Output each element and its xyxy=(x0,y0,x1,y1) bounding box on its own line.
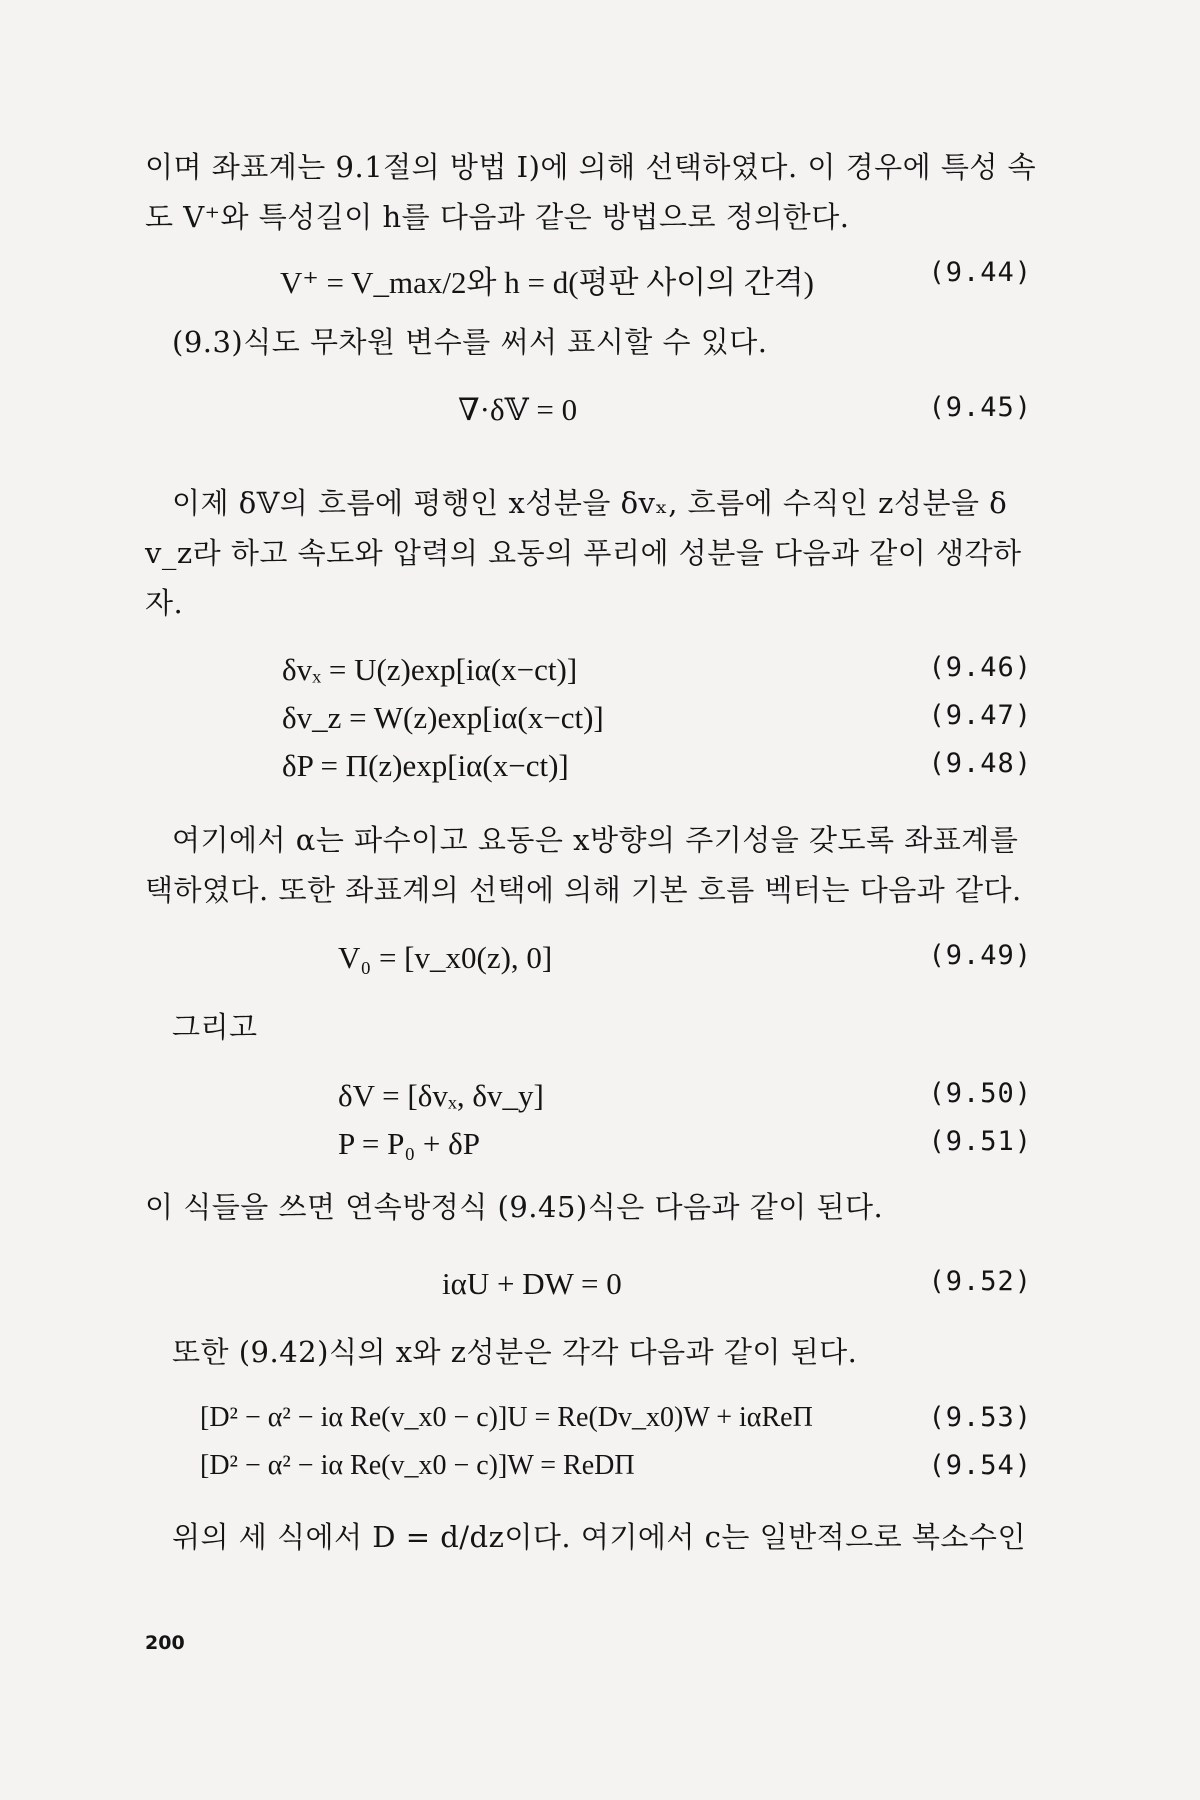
equation-number: (9.53) xyxy=(928,1402,1032,1433)
equation-number: (9.48) xyxy=(928,748,1032,779)
equation-expression: V₀ = [v_x0(z), 0] xyxy=(338,940,553,975)
equation-9-50 xyxy=(0,1078,1200,1122)
equation-9-51 xyxy=(0,1126,1200,1170)
paragraph-7: 또한 (9.42)식의 x와 z성분은 각각 다음과 같이 된다. xyxy=(172,1335,858,1369)
paragraph-6: 이 식들을 쓰면 연속방정식 (9.45)식은 다음과 같이 된다. xyxy=(145,1190,884,1224)
equation-number: (9.47) xyxy=(928,700,1032,731)
equation-9-44 xyxy=(0,257,1200,301)
equation-expression: δV = [δvₓ, δv_y] xyxy=(338,1078,544,1113)
equation-9-48 xyxy=(0,748,1200,792)
equation-expression: δP = Π(z)exp[iα(x−ct)] xyxy=(282,748,569,783)
equation-9-49 xyxy=(0,940,1200,984)
equation-9-47 xyxy=(0,700,1200,744)
equation-9-45 xyxy=(0,392,1200,436)
paragraph-1: 이며 좌표계는 9.1절의 방법 Ⅰ)에 의해 선택하였다. 이 경우에 특성 속도 V⁺와 특성길이 h를 다음과 같은 방법으로 정의한다. xyxy=(145,150,1037,234)
equation-number: (9.54) xyxy=(928,1450,1032,1481)
paragraph-2: (9.3)식도 무차원 변수를 써서 표시할 수 있다. xyxy=(172,325,768,359)
equation-9-46 xyxy=(0,652,1200,696)
equation-expression: δv_z = W(z)exp[iα(x−ct)] xyxy=(282,700,604,735)
equation-number: (9.45) xyxy=(928,392,1032,423)
equation-number: (9.50) xyxy=(928,1078,1032,1109)
equation-number: (9.49) xyxy=(928,940,1032,971)
equation-number: (9.44) xyxy=(928,257,1032,288)
paragraph-4: 여기에서 α는 파수이고 요동은 x방향의 주기성을 갖도록 좌표계를 택하였다. 또한 좌표계의 선택에 의해 기본 흐름 벡터는 다음과 같다. xyxy=(145,823,1022,907)
equation-expression: V⁺ = V_max/2와 h = d(평판 사이의 간격) xyxy=(280,265,814,300)
equation-9-53 xyxy=(0,1402,1200,1446)
equation-number: (9.51) xyxy=(928,1126,1032,1157)
equation-expression: [D² − α² − iα Re(v_x0 − c)]U = Re(Dv_x0)W + iαReΠ xyxy=(200,1402,813,1433)
page-number: 200 xyxy=(145,1632,185,1654)
equation-expression: [D² − α² − iα Re(v_x0 − c)]W = ReDΠ xyxy=(200,1450,635,1481)
equation-expression: ∇·δ𝕍 = 0 xyxy=(458,392,578,427)
equation-expression: P = P₀ + δP xyxy=(338,1126,480,1161)
equation-number: (9.46) xyxy=(928,652,1032,683)
equation-number: (9.52) xyxy=(928,1266,1032,1297)
equation-expression: iαU + DW = 0 xyxy=(442,1266,622,1301)
paragraph-8: 위의 세 식에서 D = d/dz이다. 여기에서 c는 일반적으로 복소수인 xyxy=(172,1520,1026,1554)
paragraph-3: 이제 δ𝕍의 흐름에 평행인 x성분을 δvₓ, 흐름에 수직인 z성분을 δ v_z라 하고 속도와 압력의 요동의 푸리에 성분을 다음과 같이 생각하자. xyxy=(145,486,1022,620)
equation-9-54 xyxy=(0,1450,1200,1494)
paragraph-5: 그리고 xyxy=(172,1010,258,1044)
equation-9-52 xyxy=(0,1266,1200,1310)
equation-expression: δvₓ = U(z)exp[iα(x−ct)] xyxy=(282,652,578,687)
